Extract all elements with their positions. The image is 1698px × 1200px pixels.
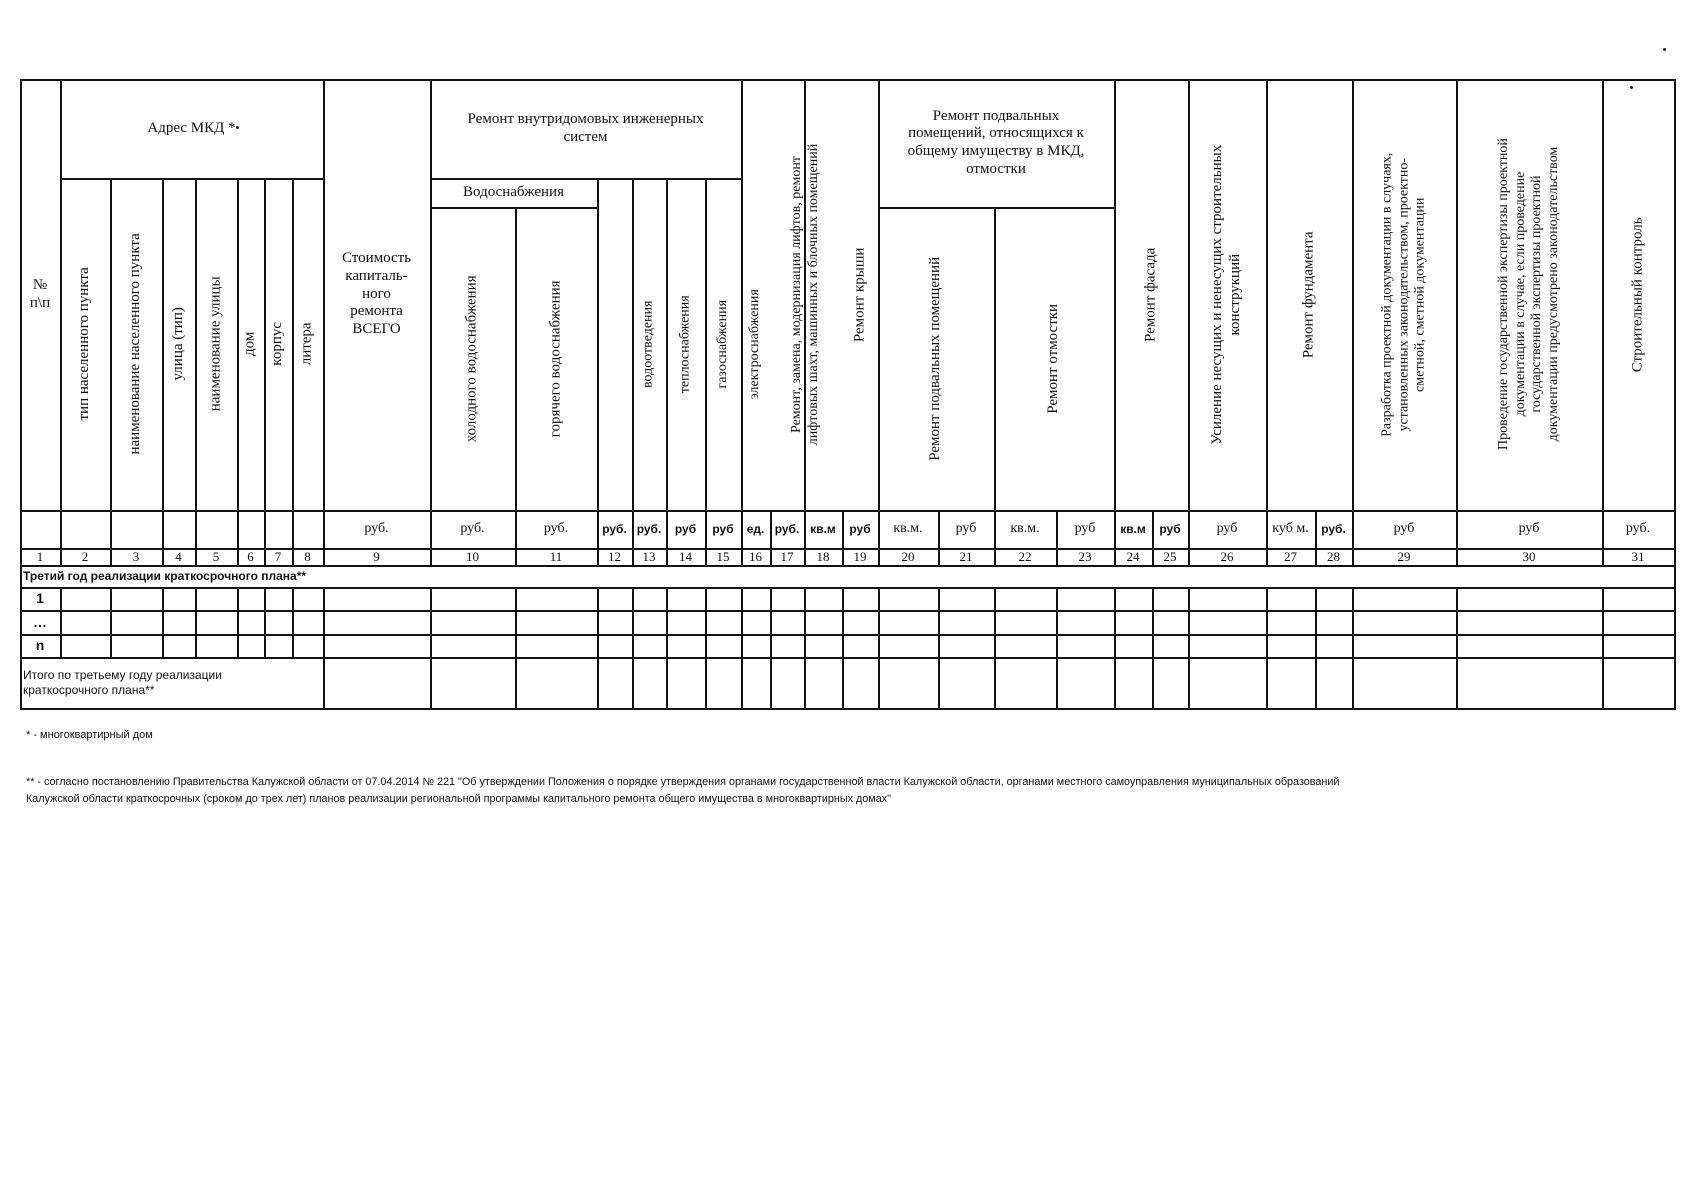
header-settlement-name-text: наименование населенного пункта — [127, 233, 144, 455]
column-number — [705, 548, 741, 565]
header-facade-text: Ремонт фасада — [1142, 247, 1159, 342]
header-construction-control — [1602, 79, 1674, 510]
column-number-text: 15 — [716, 548, 730, 564]
column-number-text: 7 — [274, 548, 282, 564]
row-number — [20, 634, 60, 657]
section-title-text: Третий год реализации краткосрочного плана** — [23, 568, 307, 583]
column-number-text: 22 — [1018, 548, 1032, 564]
header-facade — [1114, 79, 1188, 510]
unit-cell — [770, 510, 804, 548]
unit-cell-text: руб. — [460, 520, 485, 536]
column-number — [842, 548, 878, 565]
unit-cell — [1056, 510, 1114, 548]
unit-cell-text: руб — [674, 521, 697, 536]
header-basement-group-text: Ремонт подвальных помещений, относящихся к общему имуществу в МКД, отмостки — [907, 107, 1085, 177]
unit-cell-text: куб м. — [1272, 520, 1309, 536]
column-number-text: 25 — [1163, 548, 1177, 564]
header-cold-water — [430, 207, 515, 510]
unit-cell-text: руб. — [774, 521, 800, 536]
column-number-text: 12 — [608, 548, 621, 564]
header-engineering-text: Ремонт внутридомовых инженерных систем — [467, 110, 704, 145]
unit-cell-text: руб — [1393, 520, 1415, 536]
grid-line-v — [597, 587, 599, 708]
column-number-text: 6 — [247, 548, 254, 564]
header-blind-area-text: Ремонт отмостки — [1045, 303, 1062, 414]
column-number — [878, 548, 938, 565]
column-number-text: 1 — [36, 548, 44, 564]
unit-cell — [1188, 510, 1266, 548]
unit-cell — [1315, 510, 1352, 548]
header-structures-text: Усиление несущих и ненесущих строительных конструкций — [1209, 144, 1243, 445]
grid-line-v — [741, 587, 743, 708]
column-number — [162, 548, 195, 565]
unit-cell-text: руб. — [1321, 521, 1346, 536]
unit-cell-text: кв.м — [810, 521, 836, 536]
header-drainage — [632, 178, 666, 510]
table-border-right — [1674, 79, 1676, 710]
unit-cell-text: руб. — [364, 520, 389, 536]
column-number — [938, 548, 994, 565]
header-design-docs — [1352, 79, 1456, 510]
grid-line-v — [842, 587, 844, 708]
column-number — [237, 548, 264, 565]
column-number — [994, 548, 1056, 565]
column-number-text: 24 — [1126, 548, 1140, 564]
column-number — [597, 548, 632, 565]
unit-cell-text: руб — [849, 521, 871, 536]
footnote-mkd: * - многоквартирный дом — [26, 729, 153, 741]
header-foundation-text: Ремонт фундамента — [1300, 231, 1317, 358]
unit-cell-text: руб. — [543, 520, 569, 536]
header-foundation — [1266, 79, 1352, 510]
grid-line-v — [1188, 587, 1190, 708]
header-state-expertise — [1456, 79, 1602, 510]
column-number — [1114, 548, 1152, 565]
header-letter — [292, 178, 323, 510]
scan-speck — [1663, 48, 1666, 51]
unit-cell — [1602, 510, 1674, 548]
unit-cell — [842, 510, 878, 548]
grid-line-v — [597, 178, 599, 565]
column-number-text: 4 — [175, 548, 182, 564]
scan-speck — [1630, 86, 1633, 89]
column-number — [1352, 548, 1456, 565]
grid-line-v — [770, 587, 772, 708]
unit-cell — [938, 510, 994, 548]
unit-cell — [741, 510, 770, 548]
column-number — [1152, 548, 1188, 565]
unit-cell — [515, 510, 597, 548]
header-engineering — [430, 79, 741, 178]
header-basement-group — [878, 79, 1114, 207]
footnote-decree-line2: Калужской области краткосрочных (сроком до трех лет) планов реализации региональной программы капитального ремонта общего имущества в многоквартирных домах" — [26, 793, 891, 805]
column-number-text: 14 — [679, 548, 692, 564]
header-total-cost — [323, 79, 430, 510]
header-lifts-text: Ремонт, замена, модернизация лифтов, ремонт лифтовых шахт, машинных и блочных помещений — [789, 143, 822, 446]
unit-cell — [632, 510, 666, 548]
column-number-text: 18 — [816, 548, 830, 564]
asterisk-mark — [236, 126, 239, 129]
header-lifts — [770, 79, 842, 510]
header-gas — [705, 178, 741, 510]
column-number — [632, 548, 666, 565]
header-building — [264, 178, 292, 510]
column-number — [1056, 548, 1114, 565]
header-settlement-type-text: тип населенного пункта — [76, 267, 93, 421]
unit-cell — [1114, 510, 1152, 548]
header-street-name — [195, 178, 237, 510]
column-number — [741, 548, 770, 565]
grid-line-v — [1266, 587, 1268, 708]
column-number-text: 19 — [853, 548, 867, 564]
grid-line-v — [1114, 587, 1116, 708]
header-building-text: корпус — [269, 322, 286, 366]
grid-line-v — [938, 587, 940, 708]
column-number-text: 11 — [549, 548, 563, 564]
grid-line-v — [515, 587, 517, 708]
row-number — [20, 587, 60, 610]
grid-line-h — [20, 634, 1676, 636]
column-number — [292, 548, 323, 565]
header-basement — [878, 207, 994, 510]
column-number — [1315, 548, 1352, 565]
column-number-text: 13 — [642, 548, 656, 564]
unit-cell-text: ед. — [746, 521, 765, 536]
grid-line-v — [804, 587, 806, 708]
column-number — [323, 548, 430, 565]
header-street-type — [162, 178, 195, 510]
unit-cell-text: руб — [1074, 520, 1096, 536]
header-settlement-type — [60, 178, 110, 510]
grid-line-h — [20, 587, 1676, 589]
column-number-text: 8 — [304, 548, 311, 564]
header-structures — [1188, 79, 1266, 510]
footnote-decree-line1: ** - согласно постановлению Правительства Калужской области от 07.04.2014 № 221 "Об утверждении Положения о порядке утверждения органами государственной власти Калужской области, органами местного самоуправления муниципальных образований — [26, 776, 1340, 788]
column-number-text: 26 — [1220, 548, 1234, 564]
header-num — [20, 79, 60, 510]
total-row-label — [20, 657, 323, 708]
column-number-text: 16 — [749, 548, 762, 564]
unit-cell — [1266, 510, 1315, 548]
unit-cell-text: руб. — [636, 521, 662, 536]
header-street-type-text: улица (тип) — [169, 307, 186, 381]
grid-line-v — [430, 587, 432, 708]
column-number — [60, 548, 110, 565]
header-construction-control-text: Строительный контроль — [1629, 217, 1646, 372]
grid-line-h — [20, 610, 1676, 612]
header-drainage-text: водоотведения — [640, 300, 656, 388]
header-house — [237, 178, 264, 510]
unit-cell — [597, 510, 632, 548]
grid-line-v — [666, 587, 668, 708]
column-number-text: 31 — [1631, 548, 1645, 564]
column-number-text: 23 — [1078, 548, 1092, 564]
column-number-text: 3 — [132, 548, 140, 564]
unit-cell — [705, 510, 741, 548]
column-number-text: 17 — [780, 548, 794, 564]
grid-line-v — [1315, 587, 1317, 708]
header-state-expertise-text: Проведение государственной экспертизы проектной документации в случае, если проведение государственной экспертизы проектной документации предусмотрено законодательством — [1495, 138, 1561, 451]
unit-cell-text: кв.м. — [893, 520, 923, 536]
column-number-text: 2 — [81, 548, 89, 564]
total-row-label-text: Итого по третьему году реализации краткосрочного плана** — [23, 668, 222, 697]
unit-cell — [323, 510, 430, 548]
column-number — [1602, 548, 1674, 565]
unit-cell — [878, 510, 938, 548]
column-number — [264, 548, 292, 565]
header-electricity — [741, 178, 770, 510]
column-number — [110, 548, 162, 565]
column-number-text: 21 — [959, 548, 973, 564]
grid-line-v — [705, 587, 707, 708]
row-number-text: n — [35, 637, 45, 654]
column-number-text: 9 — [373, 548, 380, 564]
header-num-text: № п\п — [29, 276, 51, 311]
section-title — [20, 565, 1674, 587]
header-water-supply — [430, 178, 597, 207]
grid-line-v — [1456, 587, 1458, 708]
column-number — [1456, 548, 1602, 565]
column-number — [770, 548, 804, 565]
unit-cell-text: руб — [1518, 520, 1540, 536]
header-water-supply-text: Водоснабжения — [463, 183, 564, 200]
header-letter-text: литера — [298, 322, 315, 366]
grid-line-v — [323, 587, 325, 708]
grid-line-v — [1056, 587, 1058, 708]
grid-line-v — [632, 587, 634, 708]
header-settlement-name — [110, 178, 162, 510]
header-house-text: дом — [241, 331, 258, 357]
column-number — [666, 548, 705, 565]
grid-line-v — [1602, 587, 1604, 708]
header-blind-area — [994, 207, 1114, 510]
unit-cell-text: кв.м — [1120, 521, 1146, 536]
unit-cell — [1456, 510, 1602, 548]
unit-cell — [1152, 510, 1188, 548]
header-heating — [666, 178, 705, 510]
header-roof-text: Ремонт крыши — [851, 247, 868, 342]
column-number-text: 29 — [1397, 548, 1411, 564]
unit-cell-text: кв.м. — [1010, 520, 1040, 536]
header-street-name-text: наименование улицы — [207, 276, 224, 412]
grid-line-v — [994, 587, 996, 708]
grid-line-v — [1152, 587, 1154, 708]
header-hot-water — [515, 207, 597, 510]
header-roof — [842, 79, 878, 510]
column-number-text: 27 — [1284, 548, 1297, 564]
column-number-text: 20 — [901, 548, 915, 564]
header-basement-text: Ремонт подвальных помещений — [927, 256, 944, 461]
column-number — [515, 548, 597, 565]
column-number — [1188, 548, 1266, 565]
header-heating-text: теплоснабжения — [677, 295, 693, 393]
header-gas-text: газоснабжения — [714, 299, 730, 389]
column-number — [20, 548, 60, 565]
unit-cell-text: руб. — [1625, 520, 1651, 536]
unit-cell-text: руб — [712, 521, 734, 536]
unit-cell — [804, 510, 842, 548]
header-cold-water-text: холодного водоснабжения — [463, 275, 480, 442]
row-number-text: … — [33, 613, 47, 630]
unit-cell — [1352, 510, 1456, 548]
grid-line-v — [878, 587, 880, 708]
column-number — [1266, 548, 1315, 565]
unit-cell-text: руб — [1216, 520, 1238, 536]
unit-cell — [430, 510, 515, 548]
column-number — [195, 548, 237, 565]
unit-cell — [994, 510, 1056, 548]
unit-cell — [666, 510, 705, 548]
column-number — [804, 548, 842, 565]
row-number-text: 1 — [36, 590, 44, 607]
unit-cell-text: руб. — [602, 521, 627, 536]
column-number-text: 30 — [1522, 548, 1536, 564]
column-number-text: 10 — [466, 548, 479, 564]
header-total-cost-text: Стоимость капиталь- ного ремонта ВСЕГО — [341, 250, 412, 338]
header-electricity-text: электроснабжения — [747, 288, 763, 400]
header-design-docs-text: Разработка проектной документации в случаях, установленных законодательством, проектно- сметной, сметной документации — [1379, 152, 1428, 437]
row-number — [20, 610, 60, 634]
column-number-text: 28 — [1327, 548, 1340, 564]
column-number — [430, 548, 515, 565]
unit-cell-text: руб — [955, 520, 977, 536]
unit-cell-text: руб — [1159, 521, 1181, 536]
table-border-bottom — [20, 708, 1676, 710]
grid-line-v — [1352, 587, 1354, 708]
column-number-text: 5 — [212, 548, 220, 564]
header-address-text: Адрес МКД * — [147, 119, 236, 136]
header-hot-water-text: горячего водоснабжения — [547, 280, 564, 437]
header-address — [60, 79, 323, 178]
